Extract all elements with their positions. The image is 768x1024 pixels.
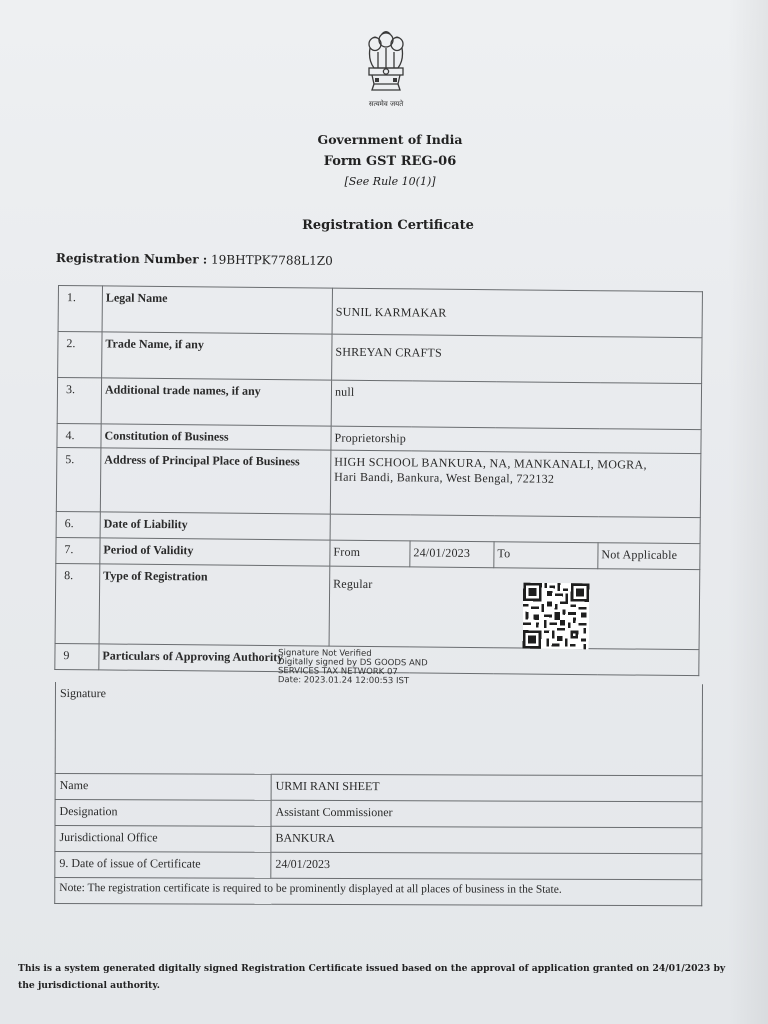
row-label: Type of Registration — [99, 564, 330, 646]
validity-from-label: From — [330, 540, 410, 567]
table-row — [55, 878, 702, 906]
table-row — [56, 447, 701, 517]
legal-name-value: SUNIL KARMAKAR — [332, 288, 702, 338]
display-note: Note: The registration certificate is required to be prominently displayed at all places of business in the State. — [55, 878, 702, 906]
row-label: Address of Principal Place of Business — [100, 448, 331, 514]
row-number: 5. — [56, 447, 101, 511]
signature-signer: Digitally signed by DS GOODS AND — [278, 657, 428, 669]
row-number: 4. — [57, 423, 101, 447]
table-row — [55, 682, 702, 776]
issue-date-value: 24/01/2023 — [271, 852, 702, 880]
approving-authority-table — [54, 682, 703, 910]
address-line-1: HIGH SCHOOL BANKURA, NA, MANKANALI, MOGRA, — [334, 454, 647, 472]
row-number: 2. — [58, 332, 102, 378]
row-number: 3. — [57, 378, 101, 424]
table-row — [55, 563, 700, 649]
signature-cell: Signature — [55, 682, 702, 776]
table-row — [55, 826, 702, 854]
digital-signature-stamp — [278, 649, 478, 687]
row-number: 8. — [55, 563, 100, 643]
table-row — [58, 332, 702, 384]
trade-name-value: SHREYAN CRAFTS — [332, 334, 702, 384]
row-label: Particulars of Approving Authority — [99, 644, 699, 676]
additional-trade-names-value: null — [331, 380, 701, 430]
row-label: Legal Name — [102, 286, 332, 334]
row-number: 6. — [56, 511, 100, 537]
row-label: Additional trade names, if any — [101, 378, 331, 426]
form-heading: Form GST REG-06 — [323, 154, 457, 169]
name-value: URMI RANI SHEET — [271, 774, 702, 802]
office-value: BANKURA — [271, 826, 702, 854]
row-label: Trade Name, if any — [102, 332, 332, 380]
row-number: 7. — [56, 537, 100, 563]
registration-number — [56, 251, 333, 268]
validity-to-value: Not Applicable — [598, 543, 700, 570]
national-emblem-icon — [360, 26, 412, 98]
constitution-value: Proprietorship — [331, 426, 701, 454]
date-of-liability-value — [330, 514, 700, 544]
table-row — [55, 800, 702, 828]
row-label: Constitution of Business — [101, 424, 331, 450]
signature-date: Date: 2023.01.24 12:00:53 IST — [277, 675, 410, 687]
footer-disclaimer: This is a system generated digitally signed Registration Certificate issued based on the approval of application granted on 24/01/2023 by the jurisdictional authority. — [18, 963, 726, 991]
government-heading: Government of India — [317, 132, 463, 147]
office-label: Jurisdictional Office — [55, 826, 271, 853]
signature-status: Signature Not Verified — [278, 648, 372, 659]
table-row — [55, 852, 702, 880]
address-value — [330, 450, 701, 518]
address-line-2: Hari Bandi, Bankura, West Bengal, 722132 — [334, 469, 555, 486]
row-number: 9 — [55, 643, 99, 669]
row-label: Period of Validity — [100, 538, 330, 566]
designation-label: Designation — [55, 800, 271, 827]
emblem-motto: सत्यमेव जयते — [368, 100, 404, 108]
rule-reference: [See Rule 10(1)] — [344, 175, 436, 188]
signature-signer-org: SERVICES TAX NETWORK 07 — [277, 666, 398, 678]
certificate-title: Registration Certificate — [302, 218, 474, 233]
validity-to-label: To — [494, 542, 598, 569]
table-row — [57, 378, 701, 430]
table-row — [58, 286, 702, 338]
row-number: 1. — [58, 286, 102, 332]
validity-from-value: 24/01/2023 — [410, 541, 494, 568]
registration-number-label: Registration Number : — [55, 251, 208, 267]
registration-number-value: 19BHTPK7788L1Z0 — [210, 252, 333, 268]
row-label: Date of Liability — [100, 512, 330, 540]
registration-type-value: Regular — [329, 566, 700, 650]
table-row — [55, 774, 702, 802]
name-label: Name — [55, 774, 271, 801]
designation-value: Assistant Commissioner — [271, 800, 702, 828]
qr-code-icon — [522, 583, 591, 650]
issue-date-label: 9. Date of issue of Certificate — [55, 852, 271, 879]
registration-details-table — [54, 285, 702, 689]
